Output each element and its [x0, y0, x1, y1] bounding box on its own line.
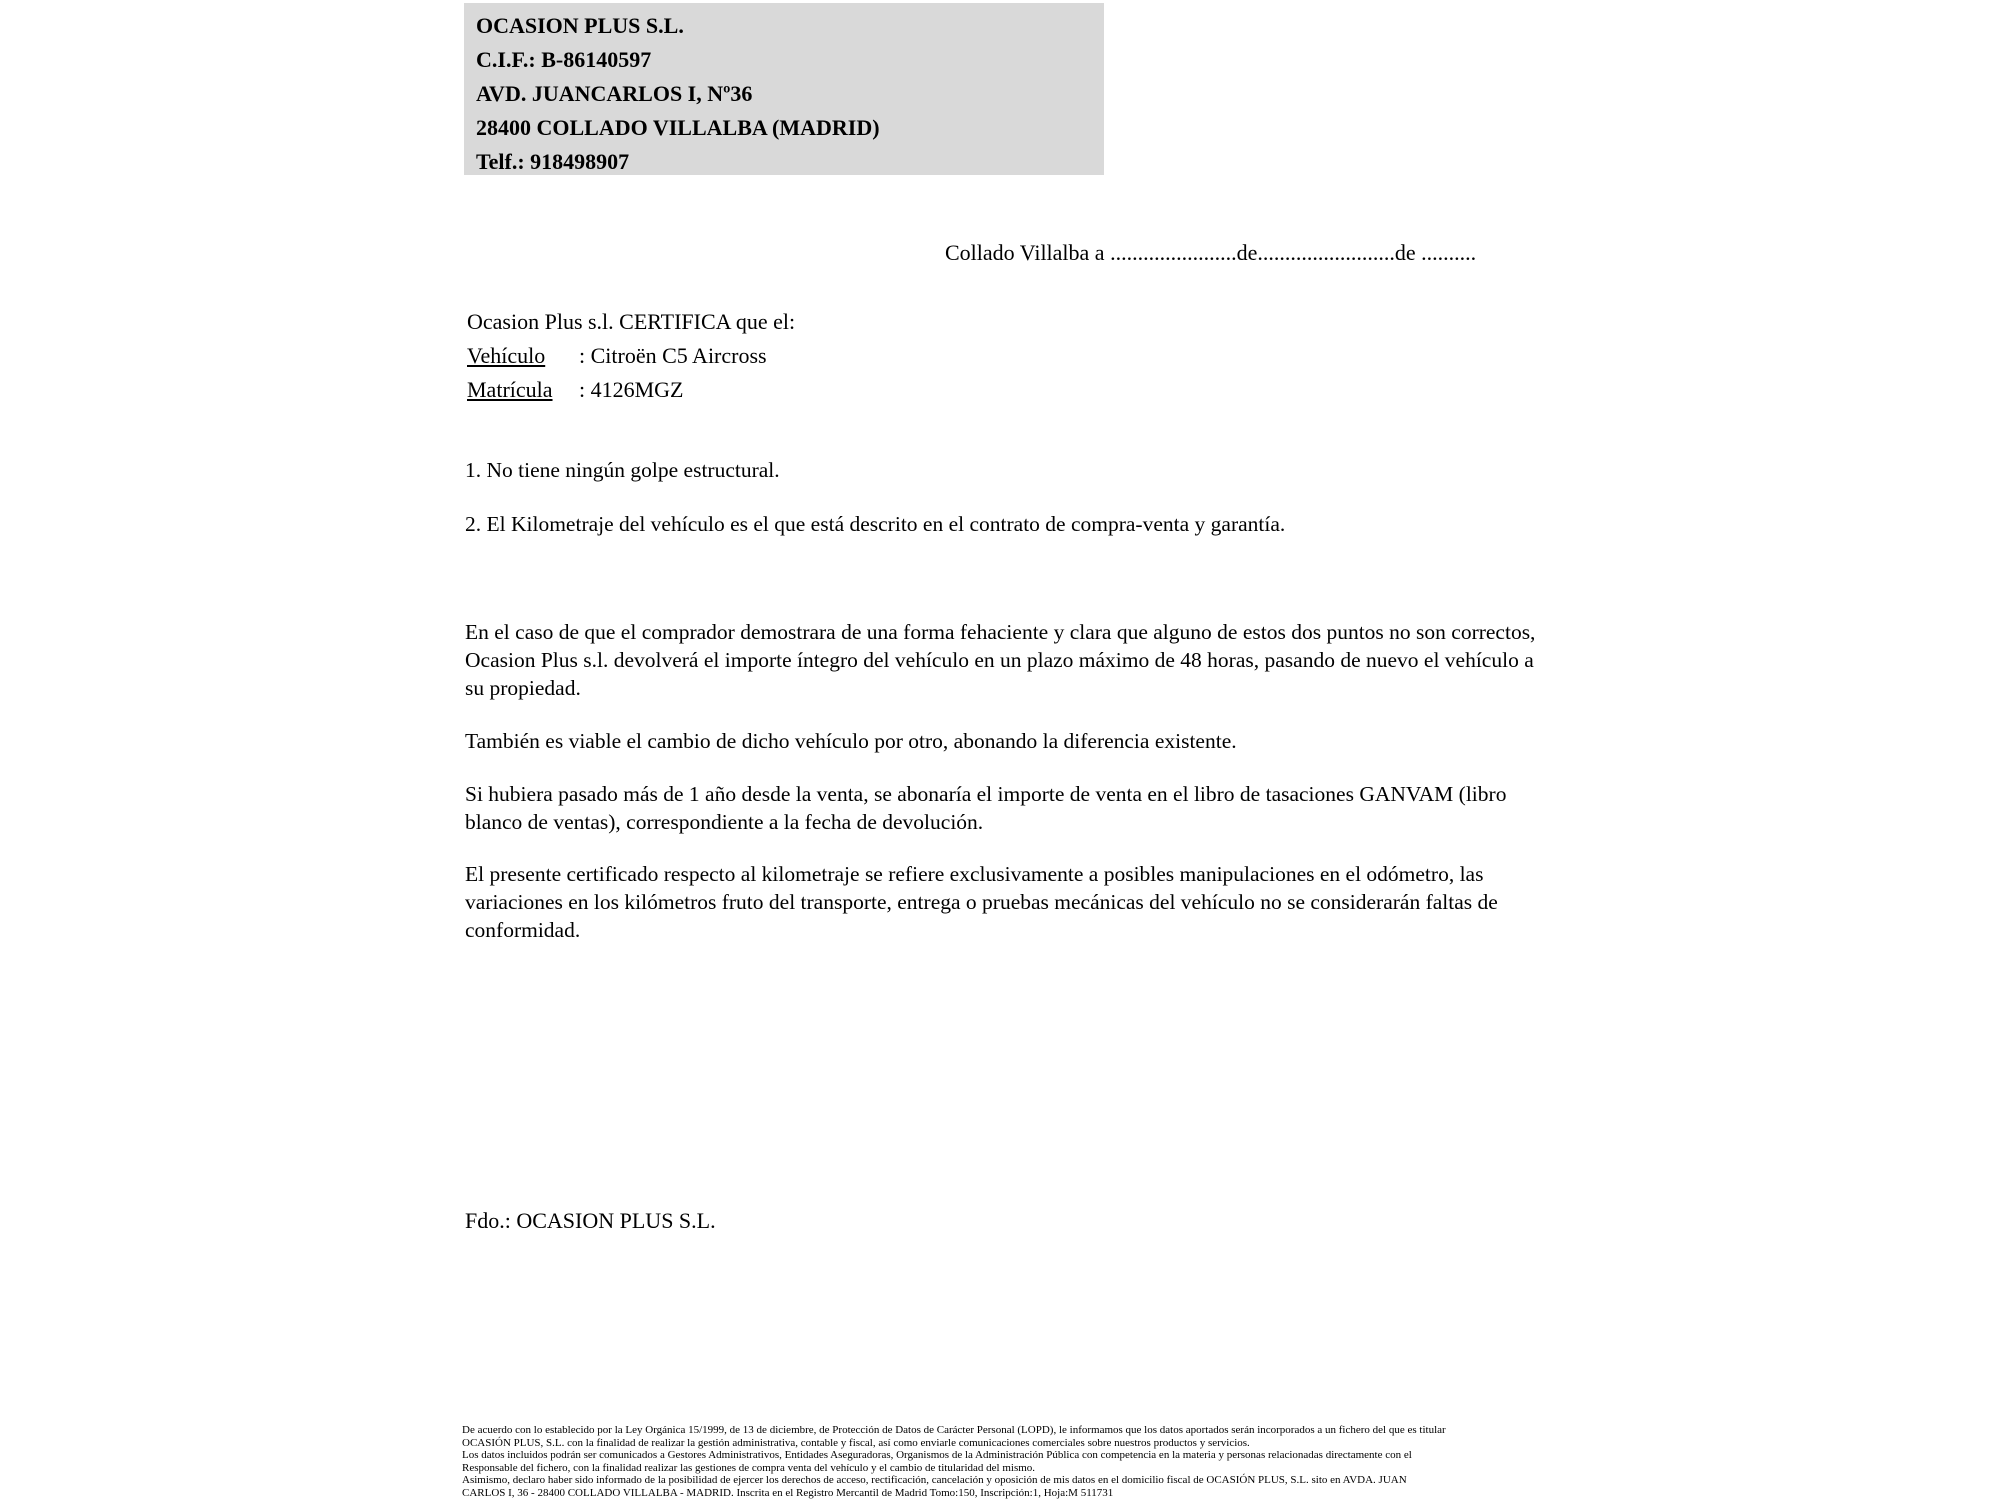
- company-header-box: [464, 3, 1104, 175]
- vehicle-value: : Citroën C5 Aircross: [579, 343, 767, 368]
- plate-value: : 4126MGZ: [579, 377, 684, 402]
- certified-point-1: 1. No tiene ningún golpe estructural.: [465, 458, 780, 482]
- vehicle-field: [467, 339, 795, 373]
- certification-block: [467, 305, 795, 407]
- odometer-paragraph: El presente certificado respecto al kilometraje se refiere exclusivamente a posibles manipulaciones en el odómetro, las variaciones en los kilómetros fruto del transporte, entrega o pruebas mecánicas del vehículo no se considerarán faltas de conformidad.: [465, 862, 1498, 942]
- date-line: Collado Villalba a .......................de.........................de ..........: [945, 240, 1477, 265]
- legal-footer-line: CARLOS I, 36 - 28400 COLLADO VILLALBA - MADRID. Inscrita en el Registro Mercantil de Madrid Tomo:150, Inscripción:1, Hoja:M 511731: [462, 1486, 1114, 1499]
- company-city: 28400 COLLADO VILLALBA (MADRID): [476, 115, 880, 140]
- company-name: OCASION PLUS S.L.: [476, 13, 684, 38]
- legal-footer-line: Asimismo, declaro haber sido informado de la posibilidad de ejercer los derechos de acceso, rectificación, cancelación y oposición de mis datos en el domicilio fiscal de OCASIÓN PLUS, S.L. sito en AVDA. JUAN: [462, 1474, 1407, 1487]
- ganvam-paragraph: Si hubiera pasado más de 1 año desde la venta, se abonaría el importe de venta en el libro de tasaciones GANVAM (libro blanco de ventas), correspondiente a la fecha de devolución.: [465, 782, 1507, 834]
- legal-footer: [462, 1424, 1567, 1500]
- plate-label: Matrícula: [467, 377, 553, 402]
- plate-field: [467, 373, 795, 407]
- vehicle-label: Vehículo: [467, 343, 546, 368]
- certified-point-2: 2. El Kilometraje del vehículo es el que está descrito en el contrato de compra-venta y garantía.: [465, 512, 1286, 536]
- company-cif: C.I.F.: B-86140597: [476, 47, 652, 72]
- refund-paragraph: En el caso de que el comprador demostrara de una forma fehaciente y clara que alguno de estos dos puntos no son correctos, Ocasion Plus s.l. devolverá el importe íntegro del vehículo en un plazo máximo de 48 horas, pasando de nuevo el vehículo a su propiedad.: [465, 620, 1536, 700]
- legal-footer-line: De acuerdo con lo establecido por la Ley Orgánica 15/1999, de 13 de diciembre, de Protección de Datos de Carácter Personal (LOPD), le informamos que los datos aportados serán incorporados a un fichero del que es titular: [462, 1424, 1446, 1436]
- legal-footer-line: Los datos incluidos podrán ser comunicados a Gestores Administrativos, Entidades Aseguradoras, Organismos de la Administración Pública con competencia en la materia y personas relacionadas directamente con el: [462, 1449, 1412, 1462]
- signature-line: Fdo.: OCASION PLUS S.L.: [465, 1208, 716, 1233]
- certification-intro: Ocasion Plus s.l. CERTIFICA que el:: [467, 309, 796, 334]
- exchange-paragraph: También es viable el cambio de dicho vehículo por otro, abonando la diferencia existente.: [465, 729, 1237, 753]
- company-phone: Telf.: 918498907: [476, 149, 630, 174]
- legal-footer-line: Responsable del fichero, con la finalidad realizar las gestiones de compra venta del vehículo y el cambio de titularidad del mismo.: [462, 1461, 1036, 1474]
- legal-footer-line: OCASIÓN PLUS, S.L. con la finalidad de realizar la gestión administrativa, contable y fiscal, así como enviarle comunicaciones comerciales sobre nuestros productos y servicios.: [462, 1436, 1250, 1449]
- company-address: AVD. JUANCARLOS I, Nº36: [476, 81, 753, 106]
